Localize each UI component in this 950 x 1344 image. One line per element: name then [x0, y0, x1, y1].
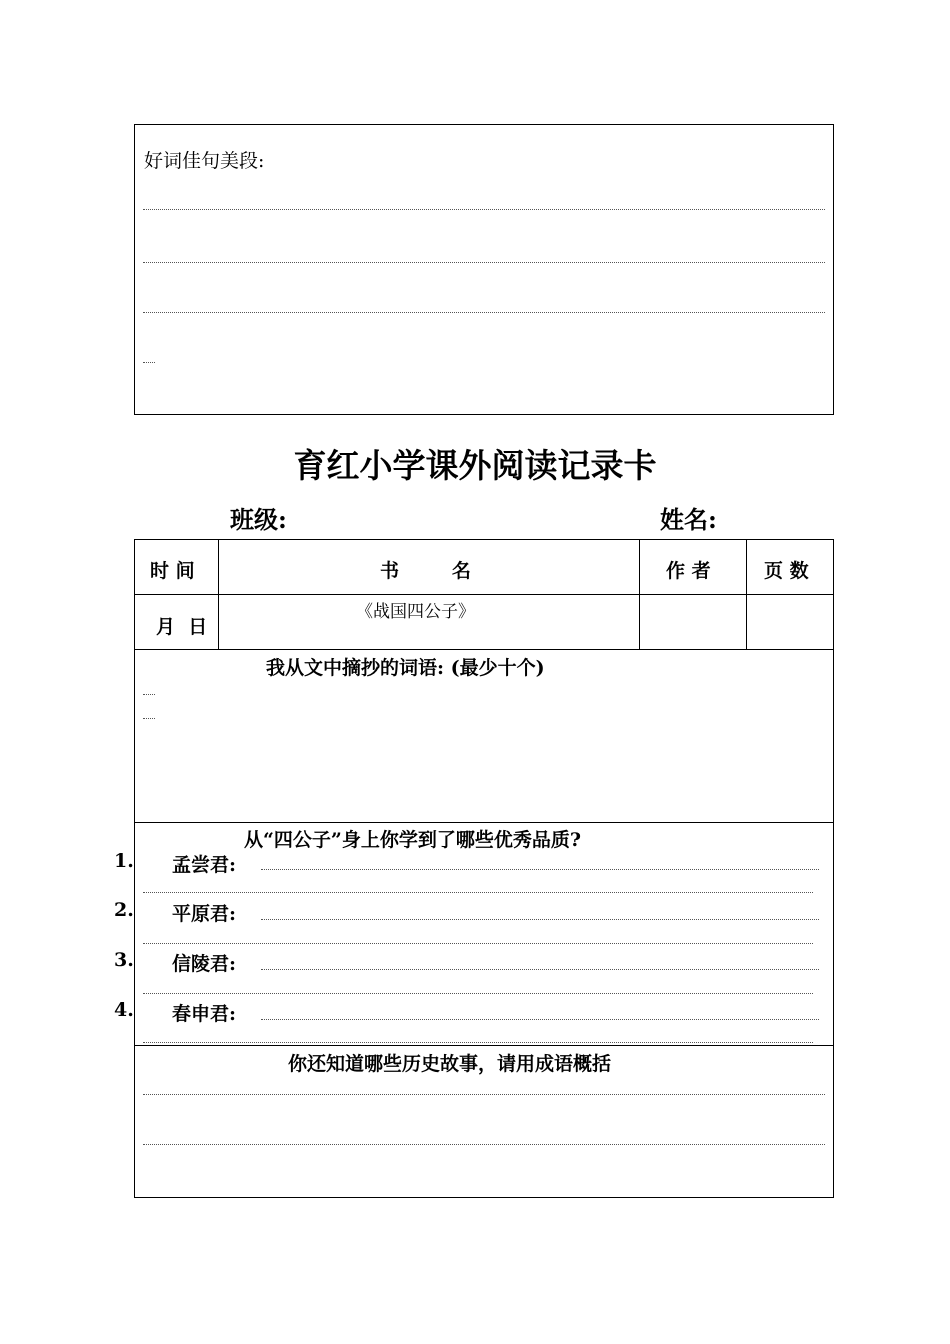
answer-line-2a[interactable] [261, 919, 819, 920]
item-name-2: 平原君: [172, 903, 237, 925]
words-line-stub-2 [143, 718, 155, 719]
answer-line-3b[interactable] [143, 993, 813, 994]
book-name-cell[interactable]: 《战国四公子》 [356, 602, 475, 622]
stories-line-1[interactable] [143, 1094, 825, 1095]
date-cell[interactable]: 月 日 [156, 616, 208, 638]
item-name-4: 春申君: [172, 1003, 237, 1025]
header-author: 作 者 [666, 560, 711, 582]
answer-line-1b[interactable] [143, 892, 813, 893]
header-row-divider [134, 594, 834, 595]
item-number-2: 2. [114, 899, 134, 921]
stories-line-2[interactable] [143, 1144, 825, 1145]
header-book: 书 名 [380, 560, 471, 582]
page-title: 育红小学课外阅读记录卡 [293, 446, 657, 485]
writing-line-3[interactable] [143, 312, 825, 313]
writing-line-1[interactable] [143, 209, 825, 210]
qualities-section-divider [134, 1045, 834, 1046]
row-divider [134, 649, 834, 650]
answer-line-4a[interactable] [261, 1019, 819, 1020]
header-pages: 页 数 [764, 560, 809, 582]
item-number-1: 1. [114, 850, 134, 872]
words-section-divider [134, 822, 834, 823]
item-number-4: 4. [114, 999, 134, 1021]
name-label: 姓名: [660, 505, 717, 534]
answer-line-3a[interactable] [261, 969, 819, 970]
item-name-1: 孟尝君: [172, 854, 237, 876]
good-sentences-label: 好词佳句美段: [144, 150, 265, 172]
answer-line-1a[interactable] [261, 869, 819, 870]
writing-line-stub [143, 362, 155, 363]
class-label: 班级: [230, 505, 287, 534]
words-line-stub-1 [143, 694, 155, 695]
writing-line-2[interactable] [143, 262, 825, 263]
answer-line-2b[interactable] [143, 943, 813, 944]
item-name-3: 信陵君: [172, 953, 237, 975]
header-time: 时 间 [150, 560, 195, 582]
stories-section-label: 你还知道哪些历史故事，请用成语概括 [288, 1053, 612, 1075]
words-section-label: 我从文中摘抄的词语: (最少十个) [266, 657, 545, 679]
item-number-3: 3. [114, 949, 134, 971]
answer-line-4b[interactable] [143, 1042, 813, 1043]
qualities-question: 从“四公子”身上你学到了哪些优秀品质? [244, 829, 581, 851]
